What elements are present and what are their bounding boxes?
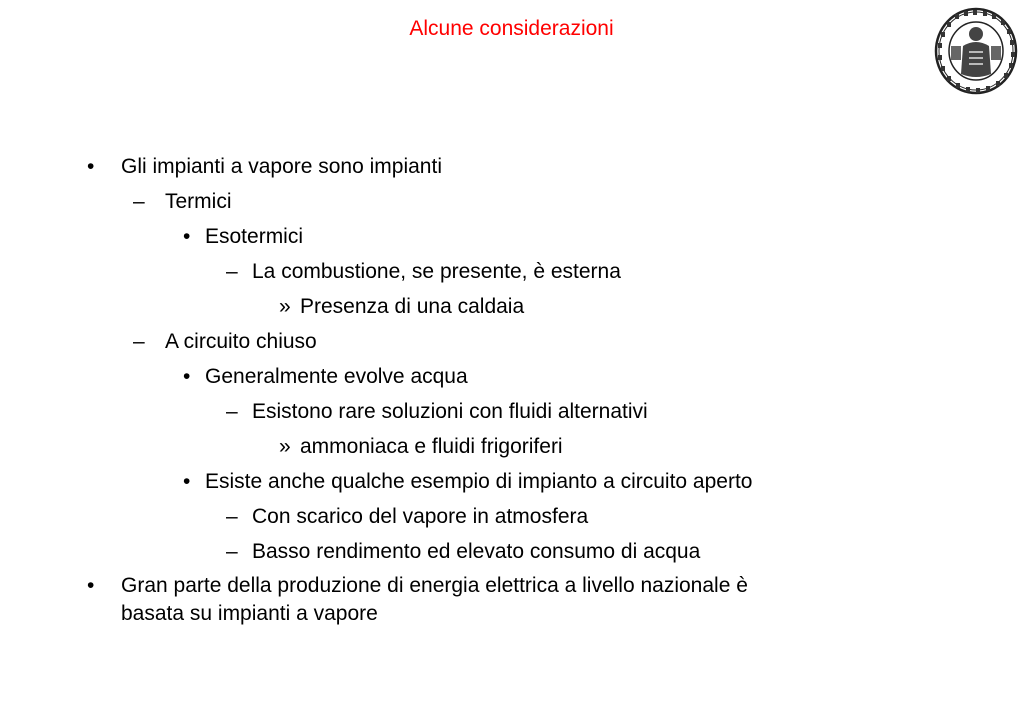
bullet-marker: • [183, 470, 191, 493]
list-item-text: Esiste anche qualche esempio di impianto a circuito aperto [205, 470, 753, 493]
list-item-text: ammoniaca e fluidi frigoriferi [300, 435, 563, 458]
bullet-marker: – [226, 400, 238, 423]
list-item-text: Esotermici [205, 225, 304, 248]
bullet-marker: • [183, 365, 191, 388]
bullet-marker: – [226, 260, 238, 283]
list-item-text: La combustione, se presente, è esterna [252, 260, 621, 283]
list-item-text: Gli impianti a vapore sono impianti [121, 155, 442, 178]
list-item-text: A circuito chiuso [165, 330, 317, 353]
bullet-marker: – [133, 190, 145, 213]
list-item-text: Basso rendimento ed elevato consumo di acqua [252, 540, 701, 563]
list-item-text: Generalmente evolve acqua [205, 365, 468, 388]
list-item-text: Presenza di una caldaia [300, 295, 525, 318]
bullet-marker: • [87, 574, 95, 597]
list-item-text: Con scarico del vapore in atmosfera [252, 505, 589, 528]
list-item-text: Gran parte della produzione di energia elettrica a livello nazionale è [121, 574, 748, 597]
bullet-marker: • [183, 225, 191, 248]
bullet-marker: » [279, 295, 291, 318]
list-item-text: basata su impianti a vapore [121, 602, 378, 625]
list-item-text: Termici [165, 190, 232, 213]
bullet-marker: – [133, 330, 145, 353]
university-seal-icon [933, 6, 1019, 96]
bullet-marker: – [226, 540, 238, 563]
list-item-text: Esistono rare soluzioni con fluidi alternativi [252, 400, 648, 423]
bullet-marker: » [279, 435, 291, 458]
bullet-marker: • [87, 155, 95, 178]
slide-title: Alcune considerazioni [409, 17, 614, 40]
bullet-marker: – [226, 505, 238, 528]
